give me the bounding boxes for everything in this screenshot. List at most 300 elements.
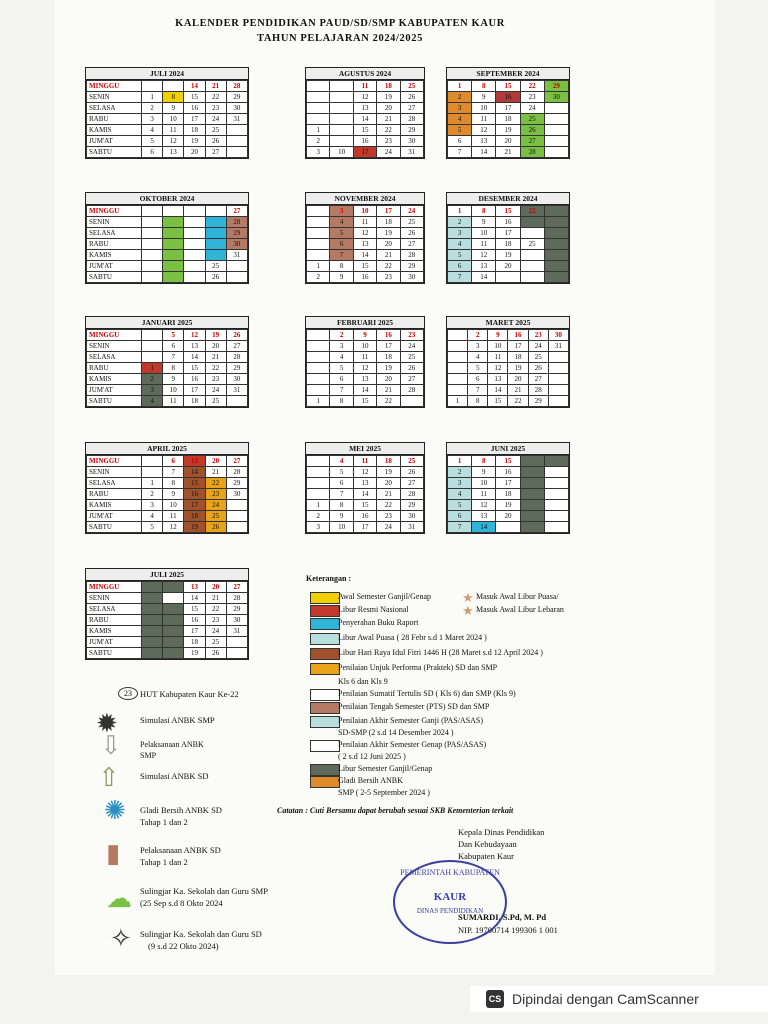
month-calendar	[85, 442, 249, 534]
date-cell	[205, 206, 226, 217]
legend-text: SD-SMP (2 s.d 14 Desember 2024 )	[338, 728, 454, 737]
month-title: DESEMBER 2024	[447, 193, 569, 205]
date-cell	[448, 330, 468, 341]
date-cell: 14	[353, 250, 376, 261]
date-cell: 18	[508, 352, 528, 363]
date-cell: 14	[472, 522, 496, 533]
date-cell: 23	[205, 374, 226, 385]
date-cell: 22	[377, 125, 400, 136]
date-cell: 1	[448, 396, 468, 407]
star-outline-icon: ✧	[110, 924, 132, 953]
date-cell: 6	[330, 478, 353, 489]
date-cell	[205, 217, 226, 228]
date-cell: 11	[163, 125, 184, 136]
date-cell: 26	[226, 330, 247, 341]
date-cell	[163, 637, 184, 648]
date-cell: 15	[496, 206, 520, 217]
star-icon: ★	[462, 603, 474, 618]
date-cell: 10	[330, 522, 353, 533]
legend-swatch	[310, 663, 340, 675]
date-cell: 26	[528, 363, 548, 374]
date-cell: 18	[184, 125, 205, 136]
date-cell	[448, 341, 468, 352]
date-cell	[142, 341, 163, 352]
date-cell	[163, 626, 184, 637]
date-cell: 19	[377, 363, 400, 374]
legend-swatch	[310, 618, 340, 630]
left-legend-text: (25 Sep s.d 8 Okto 2024	[140, 898, 223, 908]
date-cell: 15	[353, 500, 376, 511]
month-title: JUNI 2025	[447, 443, 569, 455]
date-cell: 3	[307, 147, 330, 158]
date-cell	[520, 272, 544, 283]
date-cell	[544, 261, 568, 272]
date-cell: 27	[400, 239, 423, 250]
date-cell: 14	[184, 352, 205, 363]
left-legend-text: Pelaksanaan ANBK SD	[140, 845, 221, 855]
date-cell	[548, 385, 568, 396]
date-cell: 12	[184, 330, 205, 341]
day-name: SELASA	[87, 478, 142, 489]
date-cell	[330, 114, 353, 125]
legend-swatch	[310, 592, 340, 604]
date-cell: 24	[400, 341, 423, 352]
date-cell: 7	[448, 147, 472, 158]
date-cell: 29	[226, 92, 247, 103]
date-cell: 14	[472, 272, 496, 283]
date-cell	[163, 582, 184, 593]
date-cell: 28	[226, 217, 247, 228]
date-cell: 1	[142, 478, 163, 489]
day-name: SELASA	[87, 103, 142, 114]
left-legend-text: HUT Kabupaten Kaur Ke-22	[140, 689, 239, 699]
date-cell: 4	[448, 239, 472, 250]
day-name: JUM'AT	[87, 511, 142, 522]
date-cell: 29	[226, 604, 247, 615]
date-cell: 18	[377, 456, 400, 467]
date-cell: 13	[472, 136, 496, 147]
date-cell: 20	[184, 147, 205, 158]
date-cell: 20	[377, 239, 400, 250]
month-calendar	[85, 316, 249, 408]
date-cell	[544, 272, 568, 283]
day-name: MINGGU	[87, 206, 142, 217]
date-cell: 30	[226, 489, 247, 500]
date-cell: 16	[496, 92, 520, 103]
date-cell: 5	[142, 136, 163, 147]
legend-text: Masuk Awal Libur Lebaran	[476, 605, 564, 614]
left-legend-text: SMP	[140, 751, 157, 760]
date-cell: 16	[184, 615, 205, 626]
legend-text: Penilaian Sumatif Tertulis SD ( Kls 6) dan SMP (Kls 9)	[338, 689, 516, 698]
date-cell: 16	[496, 217, 520, 228]
date-cell	[142, 239, 163, 250]
day-name: SENIN	[87, 217, 142, 228]
month-calendar	[446, 67, 570, 159]
date-cell: 14	[353, 385, 376, 396]
date-cell: 22	[205, 92, 226, 103]
date-cell: 27	[226, 456, 247, 467]
date-cell: 19	[184, 522, 205, 533]
date-cell: 11	[472, 489, 496, 500]
date-cell: 13	[353, 239, 376, 250]
date-cell: 26	[400, 467, 423, 478]
date-cell: 12	[472, 250, 496, 261]
month-calendar	[85, 67, 249, 159]
date-cell	[307, 363, 330, 374]
date-cell: 10	[163, 500, 184, 511]
date-cell: 8	[330, 396, 353, 407]
date-cell: 9	[472, 467, 496, 478]
month-calendar	[305, 442, 425, 534]
date-cell: 26	[400, 92, 423, 103]
date-cell: 12	[472, 125, 496, 136]
date-cell	[226, 261, 247, 272]
date-cell: 25	[205, 261, 226, 272]
date-cell: 8	[468, 396, 488, 407]
date-cell: 21	[205, 352, 226, 363]
date-cell: 20	[508, 374, 528, 385]
date-cell: 9	[353, 330, 376, 341]
date-cell: 17	[353, 522, 376, 533]
date-cell	[307, 206, 330, 217]
date-cell: 29	[400, 500, 423, 511]
date-cell	[142, 352, 163, 363]
month-calendar	[85, 568, 249, 660]
date-cell: 7	[468, 385, 488, 396]
date-cell: 21	[205, 593, 226, 604]
date-cell: 6	[448, 136, 472, 147]
legend-swatch	[310, 702, 340, 714]
month-title: JANUARI 2025	[86, 317, 248, 329]
date-cell	[142, 467, 163, 478]
date-cell: 8	[330, 500, 353, 511]
date-cell: 13	[353, 103, 376, 114]
date-cell: 23	[205, 489, 226, 500]
month-calendar	[446, 316, 570, 408]
left-legend-text: Sulingjar Ka. Sekolah dan Guru SD	[140, 929, 262, 939]
date-cell	[496, 272, 520, 283]
date-cell: 24	[377, 147, 400, 158]
date-cell: 10	[163, 385, 184, 396]
date-cell: 17	[377, 341, 400, 352]
left-legend-text: Simulasi ANBK SMP	[140, 715, 215, 725]
date-cell: 30	[548, 330, 568, 341]
gladi-burst-icon: ✺	[104, 796, 126, 825]
stamp-text-bottom: DINAS PENDIDIKAN	[416, 907, 484, 915]
date-cell: 4	[448, 489, 472, 500]
date-cell	[226, 637, 247, 648]
date-cell	[142, 615, 163, 626]
day-name: RABU	[87, 615, 142, 626]
date-cell	[226, 147, 247, 158]
date-cell: 14	[488, 385, 508, 396]
date-cell	[330, 103, 353, 114]
date-cell: 1	[448, 81, 472, 92]
date-cell: 8	[330, 261, 353, 272]
date-cell: 11	[353, 217, 376, 228]
date-cell: 26	[400, 363, 423, 374]
date-cell: 18	[377, 217, 400, 228]
date-cell	[184, 228, 205, 239]
month-title: SEPTEMBER 2024	[447, 68, 569, 80]
date-cell	[226, 511, 247, 522]
date-cell	[520, 228, 544, 239]
day-name: SABTU	[87, 272, 142, 283]
date-cell	[142, 604, 163, 615]
date-cell: 19	[377, 228, 400, 239]
date-cell: 13	[163, 147, 184, 158]
date-cell: 26	[205, 272, 226, 283]
date-cell	[544, 136, 568, 147]
day-name: SENIN	[87, 92, 142, 103]
date-cell	[142, 637, 163, 648]
date-cell: 7	[330, 250, 353, 261]
date-cell: 16	[184, 374, 205, 385]
date-cell	[330, 125, 353, 136]
date-cell: 4	[142, 125, 163, 136]
month-title: AGUSTUS 2024	[306, 68, 424, 80]
day-name: SABTU	[87, 396, 142, 407]
star-icon: ★	[462, 590, 474, 605]
date-cell: 12	[163, 522, 184, 533]
date-cell: 12	[472, 500, 496, 511]
date-cell	[330, 81, 353, 92]
date-cell	[163, 593, 184, 604]
date-cell: 14	[353, 114, 376, 125]
legend-swatch	[310, 776, 340, 788]
date-cell: 16	[353, 511, 376, 522]
date-cell: 22	[520, 206, 544, 217]
date-cell: 30	[226, 615, 247, 626]
date-cell: 22	[205, 363, 226, 374]
date-cell: 11	[163, 396, 184, 407]
date-cell: 31	[400, 522, 423, 533]
date-cell: 7	[330, 385, 353, 396]
date-cell: 9	[330, 272, 353, 283]
date-cell: 21	[377, 385, 400, 396]
date-cell: 3	[330, 341, 353, 352]
date-cell: 28	[226, 467, 247, 478]
keterangan-title: Keterangan :	[306, 574, 352, 583]
date-cell: 15	[353, 396, 376, 407]
date-cell	[307, 228, 330, 239]
date-cell: 13	[353, 478, 376, 489]
day-name: KAMIS	[87, 250, 142, 261]
date-cell	[307, 217, 330, 228]
date-cell	[184, 217, 205, 228]
signatory-name: SUMARDI, S.Pd, M. Pd	[458, 912, 547, 922]
date-cell	[307, 467, 330, 478]
hut-circle-icon: 23	[118, 687, 138, 700]
date-cell: 26	[520, 125, 544, 136]
date-cell: 28	[400, 489, 423, 500]
camscanner-logo-icon: CS	[486, 990, 504, 1008]
date-cell: 9	[488, 330, 508, 341]
date-cell	[163, 250, 184, 261]
day-name: SABTU	[87, 648, 142, 659]
month-title: FEBRUARI 2025	[306, 317, 424, 329]
signature-line: Dan Kebudayaan	[458, 839, 517, 849]
date-cell: 11	[353, 352, 376, 363]
date-cell: 1	[307, 125, 330, 136]
month-title: OKTOBER 2024	[86, 193, 248, 205]
date-cell	[544, 239, 568, 250]
date-cell: 31	[226, 385, 247, 396]
date-cell: 3	[142, 385, 163, 396]
date-cell: 30	[226, 239, 247, 250]
date-cell	[205, 228, 226, 239]
date-cell: 20	[377, 478, 400, 489]
month-calendar	[85, 192, 249, 284]
date-cell: 14	[184, 593, 205, 604]
date-cell	[548, 363, 568, 374]
date-cell: 17	[184, 500, 205, 511]
date-cell: 27	[400, 103, 423, 114]
date-cell	[520, 261, 544, 272]
day-name: JUM'AT	[87, 385, 142, 396]
legend-swatch	[310, 716, 340, 728]
date-cell	[448, 374, 468, 385]
date-cell: 10	[472, 228, 496, 239]
date-cell: 19	[496, 125, 520, 136]
date-cell: 23	[205, 103, 226, 114]
date-cell	[142, 582, 163, 593]
legend-swatch	[310, 740, 340, 752]
date-cell: 7	[163, 467, 184, 478]
date-cell: 16	[508, 330, 528, 341]
date-cell: 29	[226, 363, 247, 374]
date-cell: 9	[330, 511, 353, 522]
date-cell	[520, 522, 544, 533]
date-cell	[544, 250, 568, 261]
date-cell: 3	[142, 500, 163, 511]
date-cell	[448, 363, 468, 374]
date-cell: 23	[377, 511, 400, 522]
date-cell: 25	[205, 511, 226, 522]
left-legend-text: Tahap 1 dan 2	[140, 817, 188, 827]
date-cell: 2	[448, 92, 472, 103]
date-cell: 27	[528, 374, 548, 385]
date-cell: 25	[400, 352, 423, 363]
date-cell: 4	[448, 114, 472, 125]
date-cell	[548, 396, 568, 407]
date-cell: 18	[377, 81, 400, 92]
date-cell: 16	[353, 272, 376, 283]
day-name: SABTU	[87, 147, 142, 158]
date-cell: 11	[472, 239, 496, 250]
date-cell: 2	[307, 272, 330, 283]
date-cell	[142, 217, 163, 228]
date-cell: 23	[520, 92, 544, 103]
month-calendar	[305, 67, 425, 159]
date-cell: 10	[353, 341, 376, 352]
legend-text: Libur Awal Puasa ( 28 Febr s.d 1 Maret 2024 )	[338, 633, 487, 642]
legend-text: Masuk Awal Libur Puasa/	[476, 592, 559, 601]
date-cell: 29	[400, 125, 423, 136]
day-name: MINGGU	[87, 81, 142, 92]
date-cell: 13	[472, 511, 496, 522]
date-cell	[307, 81, 330, 92]
day-name: KAMIS	[87, 125, 142, 136]
date-cell: 2	[330, 330, 353, 341]
date-cell: 5	[448, 125, 472, 136]
date-cell	[163, 239, 184, 250]
date-cell	[226, 125, 247, 136]
date-cell: 31	[548, 341, 568, 352]
date-cell: 3	[142, 114, 163, 125]
date-cell: 3	[448, 228, 472, 239]
date-cell	[330, 136, 353, 147]
date-cell: 19	[496, 250, 520, 261]
date-cell	[184, 239, 205, 250]
camscanner-text: Dipindai dengan CamScanner	[512, 991, 699, 1007]
date-cell: 2	[307, 136, 330, 147]
date-cell: 21	[377, 489, 400, 500]
date-cell: 15	[496, 456, 520, 467]
day-name: SELASA	[87, 352, 142, 363]
legend-text: Penilaian Akhir Semester Genap (PAS/ASAS)	[338, 740, 487, 749]
date-cell: 3	[448, 103, 472, 114]
day-name: JUM'AT	[87, 637, 142, 648]
date-cell: 12	[488, 363, 508, 374]
date-cell	[307, 103, 330, 114]
date-cell: 27	[400, 478, 423, 489]
date-cell: 11	[353, 81, 376, 92]
date-cell	[544, 147, 568, 158]
date-cell: 8	[163, 363, 184, 374]
date-cell: 2	[142, 103, 163, 114]
legend-text: Penyerahan Buku Raport	[338, 618, 419, 627]
date-cell: 9	[472, 92, 496, 103]
date-cell: 21	[205, 81, 226, 92]
date-cell: 25	[520, 114, 544, 125]
date-cell	[307, 239, 330, 250]
day-name: MINGGU	[87, 456, 142, 467]
day-name: SABTU	[87, 522, 142, 533]
date-cell: 1	[448, 206, 472, 217]
date-cell	[520, 456, 544, 467]
date-cell: 23	[205, 615, 226, 626]
date-cell	[226, 648, 247, 659]
day-name: MINGGU	[87, 582, 142, 593]
catatan-note: Catatan : Cuti Bersamu dapat berubah sesuai SKB Kementerian terkait	[277, 806, 514, 815]
legend-text: Libur Hari Raya Idul Fitri 1446 H (28 Maret s.d 12 April 2024 )	[338, 648, 543, 657]
date-cell: 2	[448, 467, 472, 478]
date-cell: 29	[528, 396, 548, 407]
signature-line: NIP. 19700714 199306 1 001	[458, 925, 558, 935]
date-cell: 30	[544, 92, 568, 103]
date-cell: 17	[184, 114, 205, 125]
date-cell: 30	[400, 272, 423, 283]
date-cell	[544, 103, 568, 114]
date-cell: 11	[353, 456, 376, 467]
date-cell: 13	[184, 582, 205, 593]
date-cell: 15	[496, 81, 520, 92]
date-cell	[520, 478, 544, 489]
date-cell: 13	[184, 341, 205, 352]
legend-swatch	[310, 605, 340, 617]
date-cell: 2	[448, 217, 472, 228]
date-cell: 1	[142, 92, 163, 103]
date-cell: 20	[205, 456, 226, 467]
month-title: APRIL 2025	[86, 443, 248, 455]
date-cell: 6	[163, 341, 184, 352]
date-cell: 4	[142, 511, 163, 522]
date-cell	[544, 467, 568, 478]
date-cell	[544, 478, 568, 489]
arrow-up-icon: ⇧	[98, 763, 120, 792]
